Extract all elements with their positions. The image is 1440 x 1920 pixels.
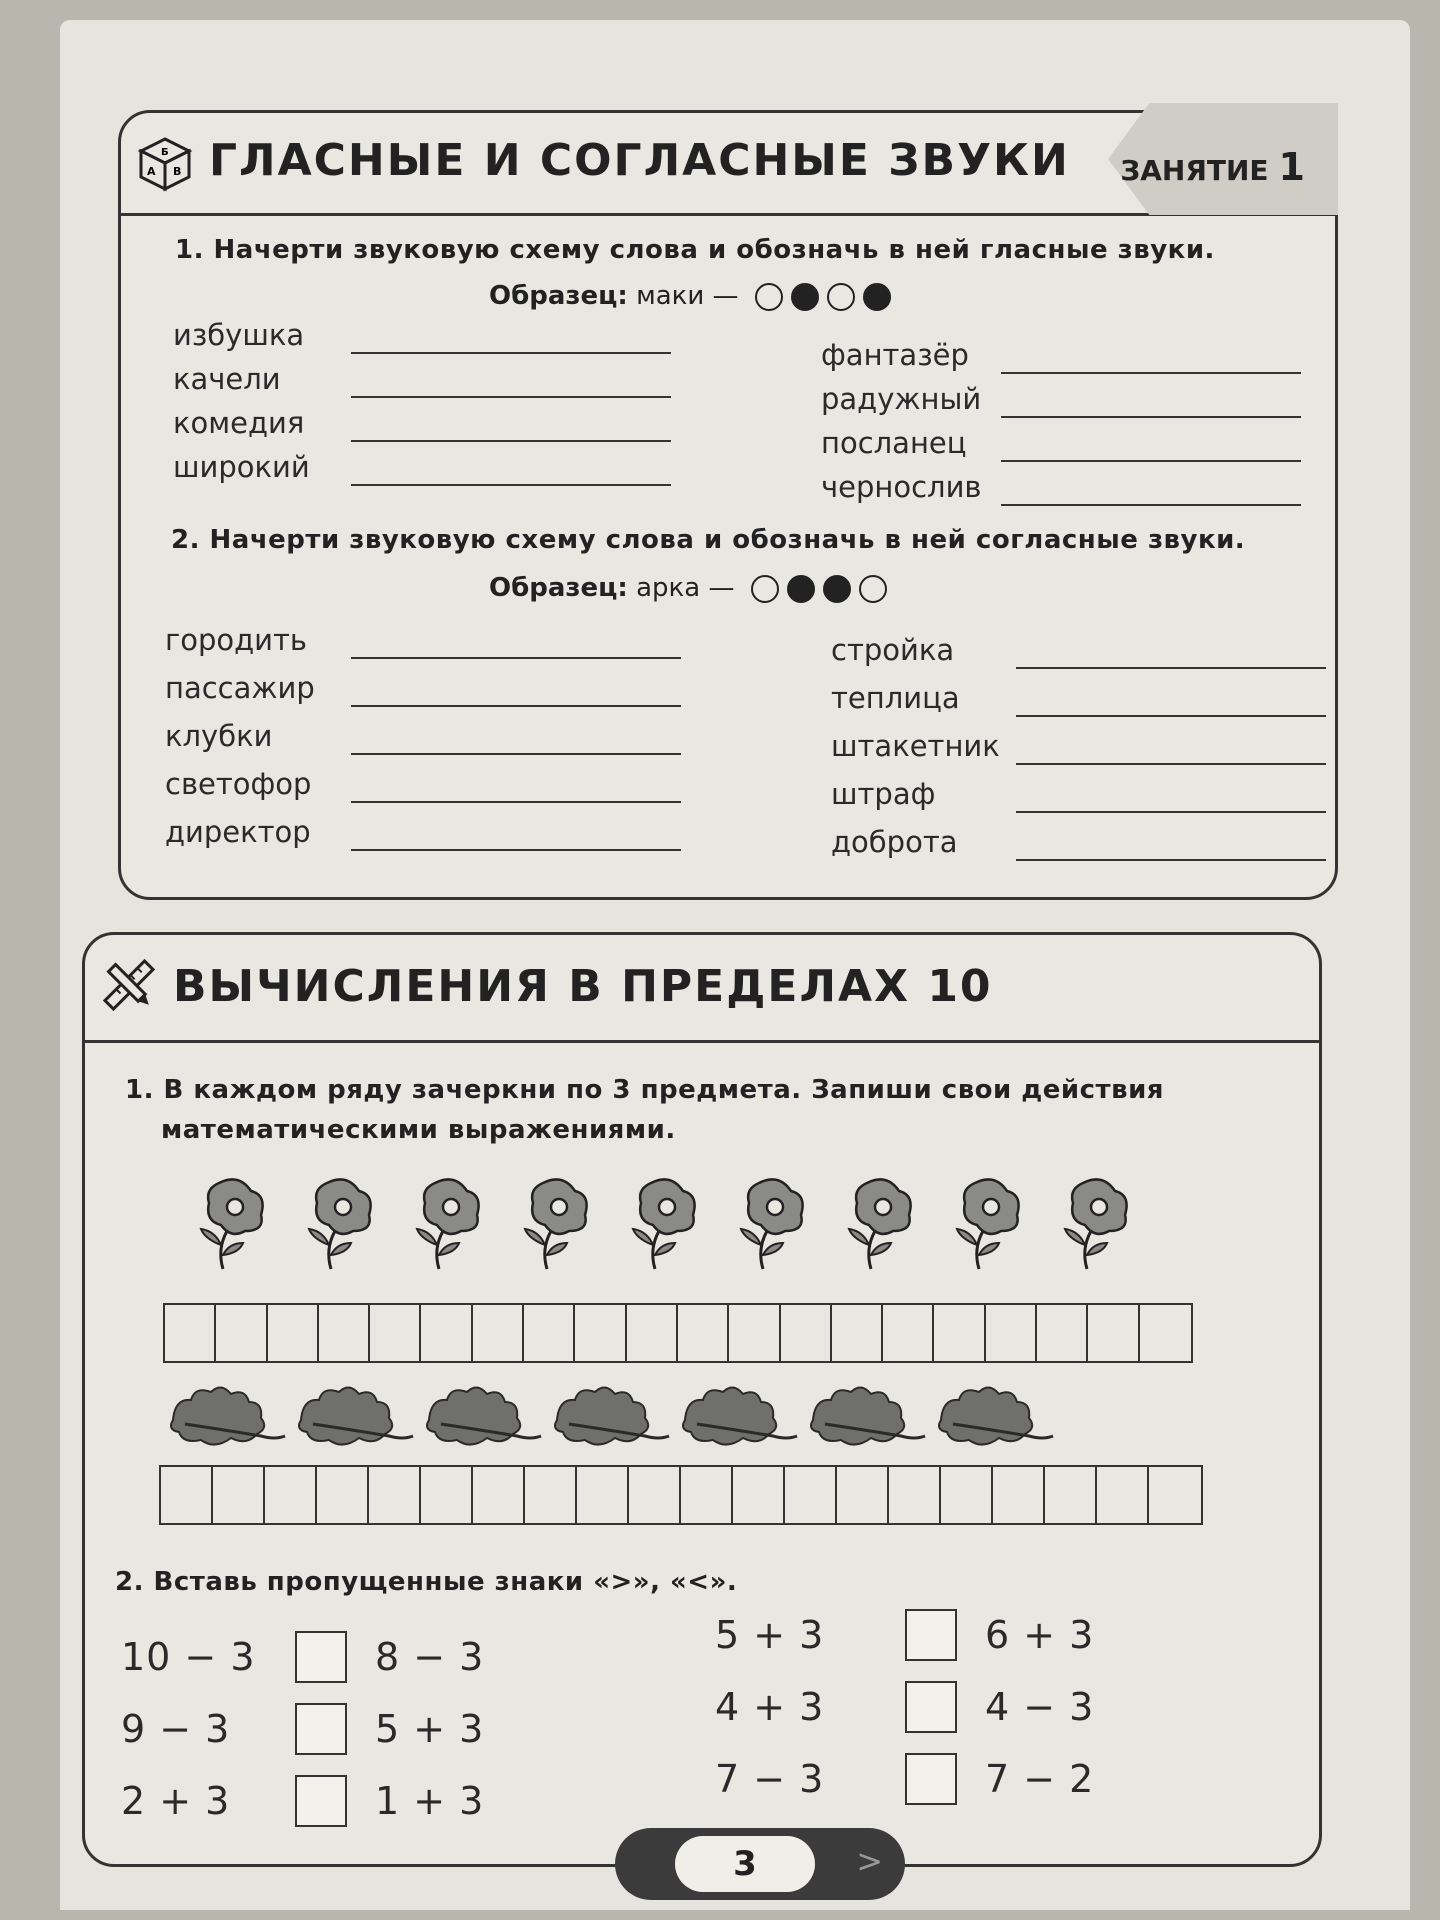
answer-line[interactable] — [1001, 372, 1301, 374]
answer-line[interactable] — [351, 352, 671, 354]
word-label: радужный — [821, 382, 982, 416]
svg-text:В: В — [173, 165, 182, 178]
grid-cell[interactable] — [268, 1305, 319, 1361]
word-label: доброта — [831, 825, 958, 859]
grid-cell[interactable] — [317, 1467, 369, 1523]
task1-instruction-line1: 1. В каждом ряду зачеркни по 3 предмета. Запиши свои действия — [125, 1075, 1164, 1105]
grid-cell[interactable] — [785, 1467, 837, 1523]
leaf-icon[interactable] — [421, 1380, 549, 1466]
expression-left: 5 + 3 — [715, 1613, 825, 1657]
grid-cell[interactable] — [265, 1467, 317, 1523]
expression-right: 4 − 3 — [985, 1685, 1095, 1729]
answer-line[interactable] — [1001, 416, 1301, 418]
sample-word: арка — [636, 573, 701, 603]
grid-cell[interactable] — [421, 1305, 472, 1361]
flower-icon[interactable] — [823, 1173, 931, 1277]
word-label: избушка — [173, 318, 305, 352]
word-label: теплица — [831, 681, 960, 715]
word-label: светофор — [165, 767, 312, 801]
expression-right: 6 + 3 — [985, 1613, 1095, 1657]
grid-cell[interactable] — [837, 1467, 889, 1523]
word-label: посланец — [821, 426, 967, 460]
grid-cell[interactable] — [421, 1467, 473, 1523]
grid-cell[interactable] — [577, 1467, 629, 1523]
grid-cell[interactable] — [1097, 1467, 1149, 1523]
answer-sign-box[interactable] — [905, 1753, 957, 1805]
grid-cell[interactable] — [161, 1467, 213, 1523]
filled-circle-icon — [823, 575, 851, 603]
answer-line[interactable] — [351, 801, 681, 803]
sample-sound-scheme — [743, 573, 887, 603]
expression-left: 10 − 3 — [121, 1635, 256, 1679]
grid-cell[interactable] — [733, 1467, 785, 1523]
grid-cell[interactable] — [525, 1467, 577, 1523]
word-label: качели — [173, 362, 281, 396]
grid-cell[interactable] — [1088, 1305, 1139, 1361]
leaf-icon[interactable] — [805, 1380, 933, 1466]
section-header — [121, 113, 1335, 216]
flower-icon[interactable] — [391, 1173, 499, 1277]
answer-sign-box[interactable] — [295, 1775, 347, 1827]
grid-cell[interactable] — [473, 1305, 524, 1361]
grid-cell[interactable] — [319, 1305, 370, 1361]
grid-cell[interactable] — [575, 1305, 626, 1361]
flower-icon[interactable] — [283, 1173, 391, 1277]
section-header — [85, 935, 1319, 1043]
section-calculations — [82, 932, 1322, 1867]
answer-grid-2[interactable] — [159, 1465, 1203, 1525]
grid-cell[interactable] — [832, 1305, 883, 1361]
word-label: широкий — [173, 450, 310, 484]
grid-cell[interactable] — [934, 1305, 985, 1361]
grid-cell[interactable] — [627, 1305, 678, 1361]
answer-line[interactable] — [1016, 715, 1326, 717]
expression-right: 1 + 3 — [375, 1779, 485, 1823]
leaf-icon[interactable] — [549, 1380, 677, 1466]
sample-sound-scheme — [747, 281, 891, 311]
word-label: клубки — [165, 719, 273, 753]
flower-icon[interactable] — [175, 1173, 283, 1277]
answer-sign-box[interactable] — [295, 1631, 347, 1683]
task2-instruction: 2. Начерти звуковую схему слова и обозначь в ней согласные звуки. — [171, 525, 1246, 555]
grid-cell[interactable] — [883, 1305, 934, 1361]
answer-line[interactable] — [351, 396, 671, 398]
empty-circle-icon — [751, 575, 779, 603]
grid-cell[interactable] — [165, 1305, 216, 1361]
answer-line[interactable] — [351, 753, 681, 755]
task1-instruction-line2: математическими выражениями. — [161, 1115, 676, 1145]
word-label: комедия — [173, 406, 305, 440]
grid-cell[interactable] — [1149, 1467, 1201, 1523]
empty-circle-icon — [755, 283, 783, 311]
sample-dash: — — [708, 573, 735, 603]
svg-text:Б: Б — [161, 147, 169, 158]
word-label: фантазёр — [821, 338, 969, 372]
task1-sample — [489, 281, 891, 311]
empty-circle-icon — [827, 283, 855, 311]
grid-cell[interactable] — [941, 1467, 993, 1523]
task1-instruction: 1. Начерти звуковую схему слова и обозначь в ней гласные звуки. — [175, 235, 1215, 265]
lesson-label — [1120, 145, 1305, 189]
leaf-icon[interactable] — [933, 1380, 1061, 1466]
expression-left: 4 + 3 — [715, 1685, 825, 1729]
answer-line[interactable] — [1016, 763, 1326, 765]
answer-line[interactable] — [351, 484, 671, 486]
grid-cell[interactable] — [524, 1305, 575, 1361]
section-title: ГЛАСНЫЕ И СОГЛАСНЫЕ ЗВУКИ — [209, 135, 1070, 186]
grid-cell[interactable] — [729, 1305, 780, 1361]
word-label: штраф — [831, 777, 936, 811]
answer-line[interactable] — [351, 705, 681, 707]
word-label: чернослив — [821, 470, 982, 504]
grid-cell[interactable] — [370, 1305, 421, 1361]
sample-dash: — — [712, 281, 739, 311]
answer-line[interactable] — [1016, 859, 1326, 861]
pencil-ruler-icon — [99, 955, 159, 1015]
answer-line[interactable] — [1016, 667, 1326, 669]
grid-cell[interactable] — [781, 1305, 832, 1361]
task2-sample — [489, 573, 887, 603]
grid-cell[interactable] — [889, 1467, 941, 1523]
answer-sign-box[interactable] — [905, 1609, 957, 1661]
grid-cell[interactable] — [678, 1305, 729, 1361]
workbook-page — [60, 20, 1410, 1910]
alphabet-cube-icon — [135, 133, 195, 193]
flower-icon[interactable] — [715, 1173, 823, 1277]
leaf-icon[interactable] — [165, 1380, 293, 1466]
grid-cell[interactable] — [1045, 1467, 1097, 1523]
word-label: штакетник — [831, 729, 1000, 763]
expression-right: 8 − 3 — [375, 1635, 485, 1679]
grid-cell[interactable] — [986, 1305, 1037, 1361]
answer-line[interactable] — [351, 849, 681, 851]
lesson-number: 1 — [1278, 145, 1305, 189]
filled-circle-icon — [791, 283, 819, 311]
filled-circle-icon — [863, 283, 891, 311]
empty-circle-icon — [859, 575, 887, 603]
word-label: городить — [165, 623, 308, 657]
answer-line[interactable] — [1001, 504, 1301, 506]
flower-icon[interactable] — [499, 1173, 607, 1277]
section-vowels-consonants — [118, 110, 1338, 900]
answer-grid-1[interactable] — [163, 1303, 1193, 1363]
grid-cell[interactable] — [473, 1467, 525, 1523]
page-number: 3 — [675, 1836, 815, 1892]
flower-icon[interactable] — [607, 1173, 715, 1277]
grid-cell[interactable] — [216, 1305, 267, 1361]
leaf-icon[interactable] — [677, 1380, 805, 1466]
expression-left: 7 − 3 — [715, 1757, 825, 1801]
grid-cell[interactable] — [681, 1467, 733, 1523]
next-page-arrow: > — [856, 1842, 883, 1880]
page-number-badge — [615, 1828, 905, 1900]
grid-cell[interactable] — [629, 1467, 681, 1523]
grid-cell[interactable] — [993, 1467, 1045, 1523]
grid-cell[interactable] — [1037, 1305, 1088, 1361]
expression-left: 9 − 3 — [121, 1707, 231, 1751]
grid-cell[interactable] — [213, 1467, 265, 1523]
word-label: стройка — [831, 633, 955, 667]
svg-text:А: А — [147, 165, 156, 178]
flowers-row — [175, 1173, 1147, 1277]
answer-line[interactable] — [1016, 811, 1326, 813]
grid-cell[interactable] — [369, 1467, 421, 1523]
expression-right: 5 + 3 — [375, 1707, 485, 1751]
answer-sign-box[interactable] — [295, 1703, 347, 1755]
sample-label: Образец: — [489, 281, 628, 311]
lesson-label-text: ЗАНЯТИЕ — [1120, 154, 1269, 187]
leaf-icon[interactable] — [293, 1380, 421, 1466]
filled-circle-icon — [787, 575, 815, 603]
answer-line[interactable] — [351, 657, 681, 659]
sample-label: Образец: — [489, 573, 628, 603]
section-title: ВЫЧИСЛЕНИЯ В ПРЕДЕЛАХ 10 — [173, 961, 993, 1012]
answer-line[interactable] — [351, 440, 671, 442]
sample-word: маки — [636, 281, 705, 311]
word-label: пассажир — [165, 671, 315, 705]
task2-instruction: 2. Вставь пропущенные знаки «>», «<». — [115, 1567, 738, 1597]
expression-right: 7 − 2 — [985, 1757, 1095, 1801]
expression-left: 2 + 3 — [121, 1779, 231, 1823]
grid-cell[interactable] — [1140, 1305, 1191, 1361]
answer-line[interactable] — [1001, 460, 1301, 462]
answer-sign-box[interactable] — [905, 1681, 957, 1733]
leaves-row — [165, 1380, 1061, 1466]
flower-icon[interactable] — [931, 1173, 1039, 1277]
word-label: директор — [165, 815, 311, 849]
flower-icon[interactable] — [1039, 1173, 1147, 1277]
